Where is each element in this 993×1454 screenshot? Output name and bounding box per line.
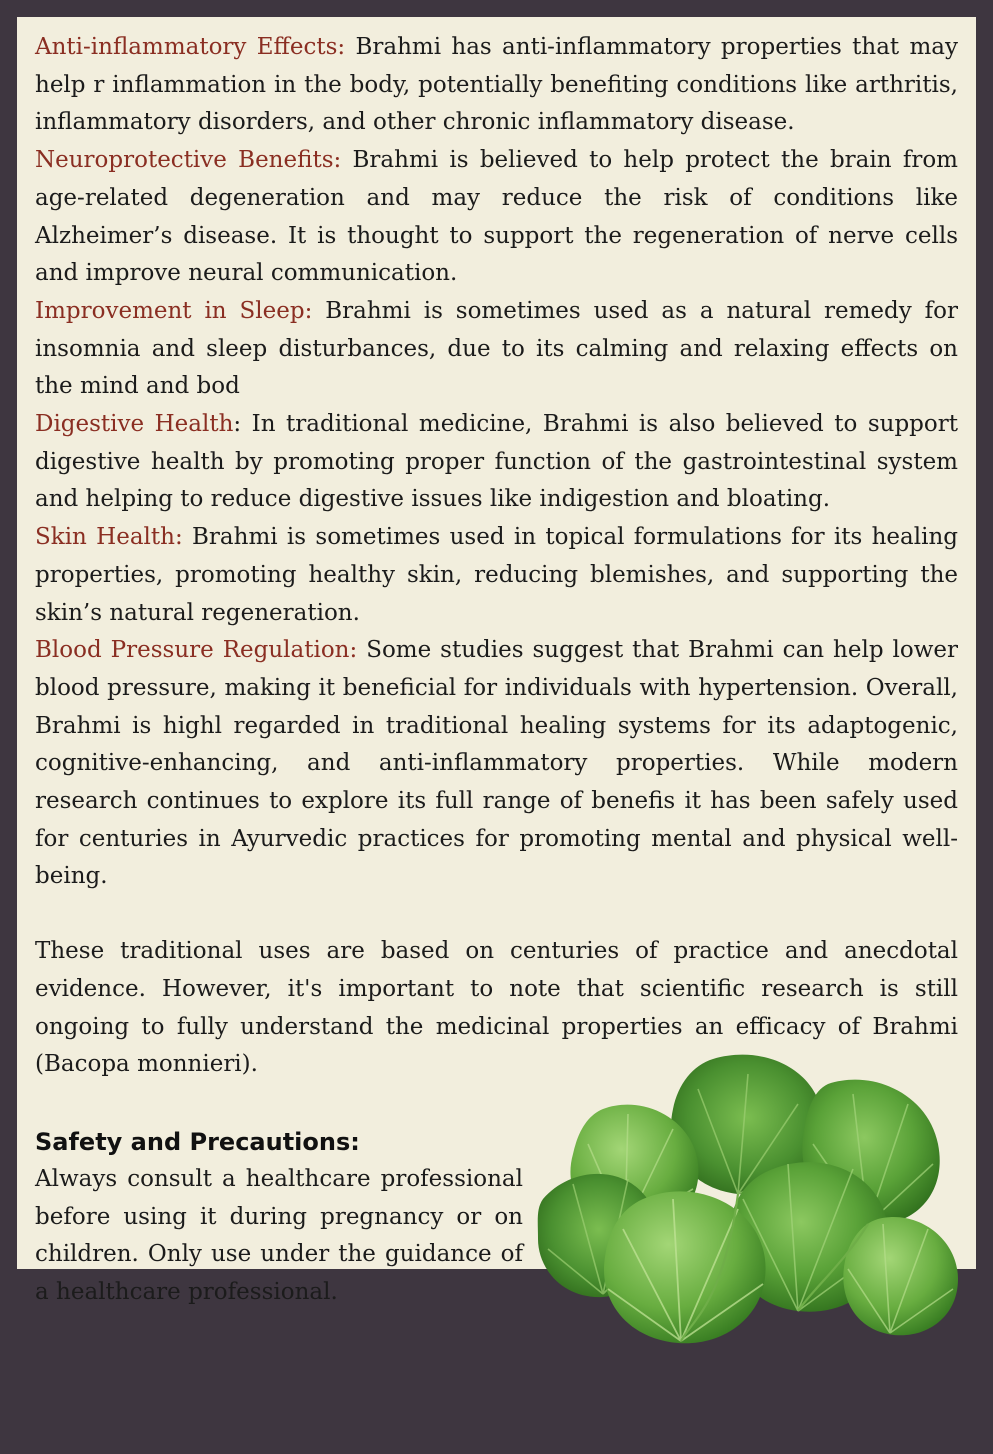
benefit-term: Anti-inflammatory Effects:	[35, 34, 346, 60]
benefit-term: Digestive Health	[35, 411, 234, 438]
research-note: These traditional uses are based on centuries of practice and anecdotal evidence. However, it's important to note that scientific research is still ongoing to fully understand the medicinal properties an efficacy of Brahmi (Bacopa monnieri).	[35, 938, 958, 1078]
paragraph-spacer	[35, 896, 958, 933]
benefit-blood-pressure	[35, 632, 958, 896]
benefit-text: Brahmi is sometimes used in topical formulations for its healing properties, promoting healthy skin, reducing blemishes, and supporting the skin’s natural regeneration.	[35, 524, 958, 626]
benefit-text: Brahmi is believed to help protect the brain from age-related degeneration and may reduce the risk of conditions like Alzheimer’s disease. It is thought to support the regeneration of nerve cells and improve neural communication.	[35, 147, 958, 287]
benefit-sleep	[35, 293, 958, 406]
safety-title: Safety and Precautions:	[35, 1127, 360, 1156]
benefit-text: : In traditional medicine, Brahmi is also believed to support digestive health by promoting proper function of the gastrointestinal system and helping to reduce digestive issues like indigestion and bloating.	[35, 411, 958, 513]
document-page	[17, 17, 976, 1306]
safety-body: Always consult a healthcare professional before using it during pregnancy or on children. Only use under the guidance of a healthcare professional.	[35, 1165, 523, 1306]
leaf-shape	[604, 1191, 766, 1343]
benefit-term: Skin Health:	[35, 524, 183, 551]
benefit-text: Brahmi is sometimes used as a natural remedy for insomnia and sleep disturbances, due to its calming and relaxing effects on the mind and bod	[35, 297, 958, 400]
benefit-term: Improvement in Sleep:	[35, 297, 313, 324]
benefit-neuroprotective	[35, 142, 958, 293]
benefit-text: Some studies suggest that Brahmi can help lower blood pressure, making it beneficial for individuals with hypertension. Overall, Brahmi is highl regarded in traditional healing systems for its adaptogenic, cognitive-enhancing, and anti-inflammatory properties. While modern research continues to explore its full range of benefis it has been safely used for centuries in Ayurvedic practices for promoting mental and physical well-being.	[35, 637, 959, 890]
brahmi-leaves-image	[533, 1049, 963, 1349]
bottom-section	[35, 1124, 958, 1454]
benefit-skin	[35, 519, 958, 632]
benefit-anti-inflammatory	[35, 29, 958, 142]
benefit-text: Brahmi has anti-inflammatory properties that may help r inflammation in the body, potentially benefiting conditions like arthritis, inflammatory disorders, and other chronic inflammatory disease.	[35, 34, 958, 136]
benefit-term: Neuroprotective Benefits:	[35, 147, 342, 174]
benefit-term: Blood Pressure Regulation:	[35, 637, 358, 664]
safety-section	[35, 1124, 523, 1312]
benefit-digestive	[35, 406, 958, 519]
